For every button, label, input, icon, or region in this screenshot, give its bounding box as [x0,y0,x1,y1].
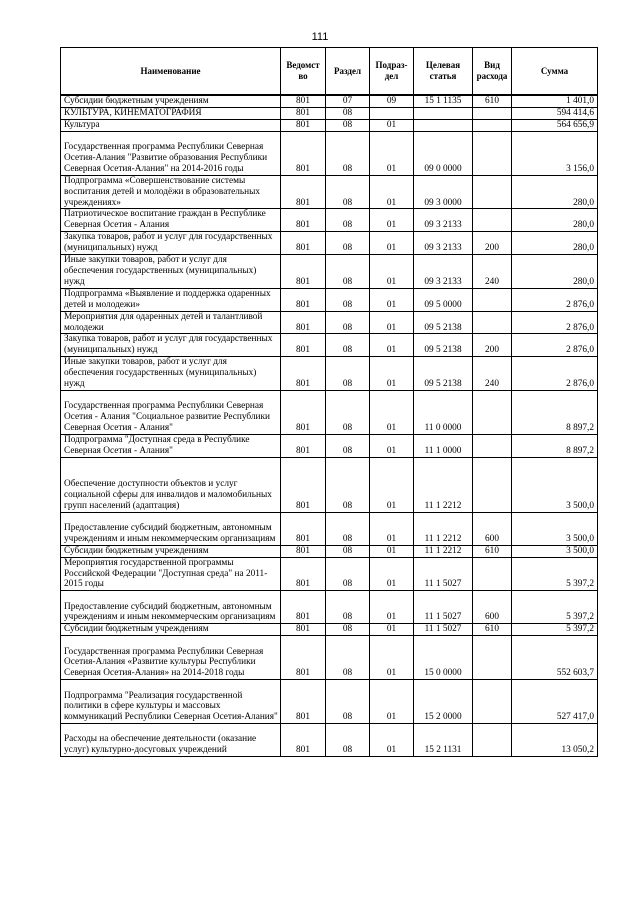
cell-target: 09 5 0000 [414,288,473,311]
cell-sum: 2 876,0 [512,288,598,311]
cell-type: 200 [473,334,512,357]
cell-subsection: 01 [370,119,414,131]
cell-type [473,680,512,724]
cell-target: 09 5 2138 [414,357,473,391]
cell-section: 08 [326,390,370,434]
cell-sum: 2 876,0 [512,357,598,391]
col-header-type: Вид расхода [473,48,512,96]
col-header-section: Раздел [326,48,370,96]
cell-dept: 801 [281,724,326,757]
col-header-name: Наименование [61,48,281,96]
cell-target: 11 1 0000 [414,434,473,457]
cell-sum: 280,0 [512,232,598,255]
cell-type [473,175,512,209]
cell-type [473,107,512,119]
cell-subsection: 01 [370,334,414,357]
cell-target: 15 2 1131 [414,724,473,757]
cell-sum: 3 500,0 [512,457,598,512]
cell-subsection: 01 [370,434,414,457]
cell-name: Культура [61,119,281,131]
cell-section: 08 [326,175,370,209]
cell-dept: 801 [281,95,326,107]
cell-section: 08 [326,636,370,680]
cell-sum: 8 897,2 [512,434,598,457]
cell-sum: 5 397,2 [512,591,598,624]
cell-type: 600 [473,591,512,624]
cell-dept: 801 [281,434,326,457]
cell-type [473,311,512,334]
cell-subsection: 01 [370,209,414,232]
cell-sum: 2 876,0 [512,334,598,357]
table-body [61,95,598,757]
table-row [61,255,598,289]
cell-sum: 280,0 [512,255,598,289]
cell-type [473,288,512,311]
cell-name: Предоставление субсидий бюджетным, автономным учреждениям и иным некоммерческим организациям [61,591,281,624]
cell-type: 610 [473,545,512,557]
cell-dept: 801 [281,288,326,311]
cell-subsection: 01 [370,557,414,591]
cell-dept: 801 [281,680,326,724]
table-row [61,119,598,131]
cell-type: 600 [473,512,512,545]
cell-section: 08 [326,434,370,457]
cell-sum: 2 876,0 [512,311,598,334]
cell-target: 11 1 5027 [414,624,473,636]
col-header-target: Целевая статья [414,48,473,96]
page-number: 111 [311,31,329,43]
cell-section: 08 [326,107,370,119]
cell-target: 11 0 0000 [414,390,473,434]
cell-sum: 1 401,0 [512,95,598,107]
cell-section: 08 [326,119,370,131]
cell-target: 11 1 2212 [414,512,473,545]
cell-sum: 594 414,6 [512,107,598,119]
cell-type [473,434,512,457]
cell-subsection: 01 [370,636,414,680]
cell-section: 08 [326,357,370,391]
cell-name: Мероприятия государственной программы Российской Федерации "Доступная среда" на 2011-2015 годы [61,557,281,591]
cell-target: 11 1 5027 [414,591,473,624]
cell-section: 08 [326,232,370,255]
cell-sum: 527 417,0 [512,680,598,724]
cell-target: 15 1 1135 [414,95,473,107]
cell-section: 08 [326,591,370,624]
cell-name: Расходы на обеспечение деятельности (оказание услуг) культурно-досуговых учреждений [61,724,281,757]
table-row [61,591,598,624]
cell-subsection: 01 [370,288,414,311]
cell-name: Закупка товаров, работ и услуг для государственных (муниципальных) нужд [61,334,281,357]
table-row [61,131,598,175]
cell-name: Подпрограмма "Реализация государственной политики в сфере культуры и массовых коммуникаций Республики Северная Осетия-Алания" [61,680,281,724]
cell-section: 08 [326,311,370,334]
cell-dept: 801 [281,209,326,232]
table-row [61,311,598,334]
cell-dept: 801 [281,624,326,636]
cell-subsection [370,107,414,119]
cell-target: 09 3 2133 [414,209,473,232]
cell-type [473,557,512,591]
table-row [61,545,598,557]
cell-section: 08 [326,624,370,636]
cell-name: Иные закупки товаров, работ и услуг для обеспечения государственных (муниципальных) нужд [61,357,281,391]
table-row [61,434,598,457]
cell-sum: 3 156,0 [512,131,598,175]
cell-target: 09 5 2138 [414,334,473,357]
cell-target: 09 0 0000 [414,131,473,175]
cell-name: Иные закупки товаров, работ и услуг для обеспечения государственных (муниципальных) нужд [61,255,281,289]
cell-dept: 801 [281,131,326,175]
table-row [61,95,598,107]
table-row [61,636,598,680]
cell-dept: 801 [281,512,326,545]
cell-name: Субсидии бюджетным учреждениям [61,95,281,107]
cell-subsection: 01 [370,457,414,512]
cell-target: 15 2 0000 [414,680,473,724]
cell-target: 09 3 0000 [414,175,473,209]
table-row [61,232,598,255]
cell-dept: 801 [281,175,326,209]
cell-dept: 801 [281,545,326,557]
cell-section: 07 [326,95,370,107]
cell-target: 09 3 2133 [414,255,473,289]
cell-sum: 280,0 [512,209,598,232]
cell-target: 09 3 2133 [414,232,473,255]
cell-subsection: 01 [370,357,414,391]
table-row [61,334,598,357]
cell-type: 610 [473,624,512,636]
cell-sum: 8 897,2 [512,390,598,434]
table-row [61,512,598,545]
cell-name: КУЛЬТУРА, КИНЕМАТОГРАФИЯ [61,107,281,119]
cell-name: Предоставление субсидий бюджетным, автономным учреждениям и иным некоммерческим организациям [61,512,281,545]
cell-sum: 5 397,2 [512,557,598,591]
cell-name: Патриотическое воспитание граждан в Республике Северная Осетия - Алания [61,209,281,232]
cell-name: Государственная программа Республики Северная Осетия-Алания "Развитие образования Республики Северная Осетия-Алания" на 2014-2016 годы [61,131,281,175]
cell-section: 08 [326,255,370,289]
cell-sum: 3 500,0 [512,545,598,557]
col-header-sum: Сумма [512,48,598,96]
cell-type: 200 [473,232,512,255]
cell-dept: 801 [281,311,326,334]
cell-name: Подпрограмма «Совершенствование системы воспитания детей и молодёжи в образовательных учреждениях» [61,175,281,209]
table-row [61,724,598,757]
table-row [61,107,598,119]
table-row [61,390,598,434]
cell-section: 08 [326,209,370,232]
table-header-row [61,48,598,96]
cell-type [473,209,512,232]
cell-sum: 3 500,0 [512,512,598,545]
cell-target: 15 0 0000 [414,636,473,680]
cell-dept: 801 [281,119,326,131]
cell-subsection: 01 [370,311,414,334]
table-row [61,209,598,232]
cell-subsection: 09 [370,95,414,107]
cell-name: Подпрограмма «Выявление и поддержка одаренных детей и молодежи» [61,288,281,311]
cell-section: 08 [326,545,370,557]
cell-sum: 5 397,2 [512,624,598,636]
cell-dept: 801 [281,357,326,391]
cell-name: Субсидии бюджетным учреждениям [61,545,281,557]
cell-dept: 801 [281,457,326,512]
cell-dept: 801 [281,591,326,624]
budget-table [60,47,598,757]
cell-name: Закупка товаров, работ и услуг для государственных (муниципальных) нужд [61,232,281,255]
cell-type [473,390,512,434]
cell-target: 09 5 2138 [414,311,473,334]
cell-subsection: 01 [370,175,414,209]
cell-type: 240 [473,357,512,391]
table-row [61,680,598,724]
cell-dept: 801 [281,255,326,289]
table-row [61,624,598,636]
cell-name: Государственная программа Республики Северная Осетия-Алания «Развитие культуры Республики Северная Осетия-Алания» на 2014-2018 годы [61,636,281,680]
cell-subsection: 01 [370,390,414,434]
cell-section: 08 [326,512,370,545]
col-header-subsection: Подраз- дел [370,48,414,96]
cell-dept: 801 [281,390,326,434]
cell-type [473,119,512,131]
table-row [61,288,598,311]
cell-target: 11 1 2212 [414,457,473,512]
cell-type [473,724,512,757]
cell-dept: 801 [281,107,326,119]
table-row [61,557,598,591]
cell-subsection: 01 [370,512,414,545]
cell-dept: 801 [281,636,326,680]
cell-name: Подпрограмма "Доступная среда в Республике Северная Осетия - Алания" [61,434,281,457]
cell-type [473,457,512,512]
cell-section: 08 [326,457,370,512]
cell-name: Мероприятия для одаренных детей и талантливой молодежи [61,311,281,334]
cell-section: 08 [326,680,370,724]
cell-name: Субсидии бюджетным учреждениям [61,624,281,636]
cell-dept: 801 [281,232,326,255]
cell-section: 08 [326,557,370,591]
cell-subsection: 01 [370,680,414,724]
table-row [61,457,598,512]
col-header-dept: Ведомст во [281,48,326,96]
cell-section: 08 [326,288,370,311]
cell-target: 11 1 5027 [414,557,473,591]
cell-section: 08 [326,724,370,757]
cell-sum: 13 050,2 [512,724,598,757]
cell-sum: 552 603,7 [512,636,598,680]
cell-name: Государственная программа Республики Северная Осетия - Алания "Социальное развитие Республики Северная Осетия - Алания" [61,390,281,434]
cell-subsection: 01 [370,545,414,557]
cell-type: 610 [473,95,512,107]
cell-subsection: 01 [370,724,414,757]
cell-subsection: 01 [370,131,414,175]
cell-dept: 801 [281,334,326,357]
cell-type [473,636,512,680]
cell-target: 11 1 2212 [414,545,473,557]
table-row [61,175,598,209]
cell-type: 240 [473,255,512,289]
cell-section: 08 [326,334,370,357]
cell-sum: 564 656,9 [512,119,598,131]
cell-section: 08 [326,131,370,175]
cell-subsection: 01 [370,232,414,255]
cell-subsection: 01 [370,591,414,624]
table-row [61,357,598,391]
cell-name: Обеспечение доступности объектов и услуг социальной сферы для инвалидов и маломобильных групп населений (адаптация) [61,457,281,512]
cell-sum: 280,0 [512,175,598,209]
cell-subsection: 01 [370,624,414,636]
cell-target [414,107,473,119]
cell-type [473,131,512,175]
cell-dept: 801 [281,557,326,591]
cell-target [414,119,473,131]
cell-subsection: 01 [370,255,414,289]
